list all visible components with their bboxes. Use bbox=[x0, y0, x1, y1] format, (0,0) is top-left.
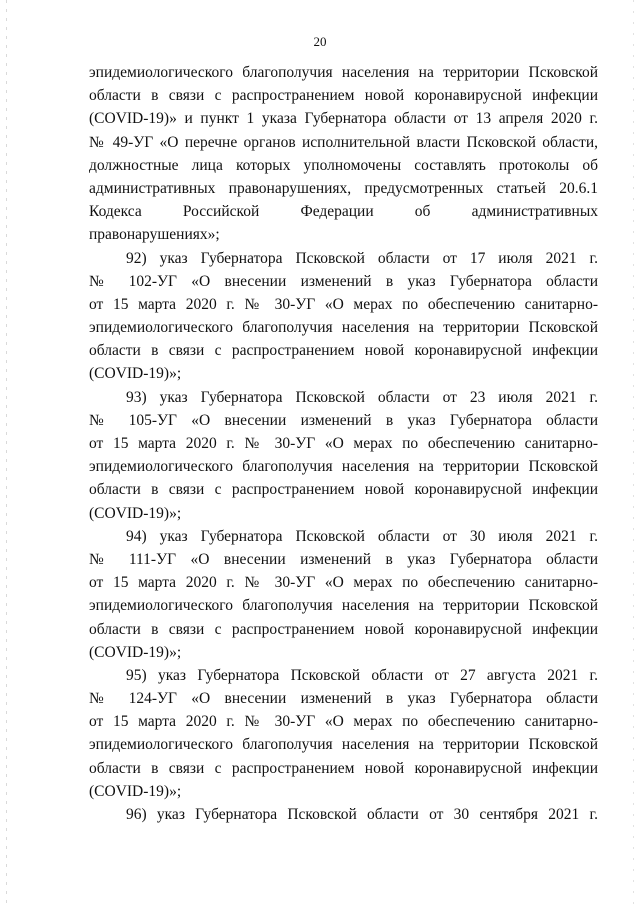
text-line: № 124-УГ «О внесении изменений в указ Губернатора области bbox=[89, 690, 598, 708]
text-line: № 102-УГ «О внесении изменений в указ Губернатора области bbox=[89, 272, 598, 290]
text-line: (COVID-19)»; bbox=[89, 782, 182, 800]
text-line: 95) указ Губернатора Псковской области от 27 августа 2021 г. bbox=[126, 666, 598, 684]
text-line: области в связи с распространением новой коронавирусной инфекции bbox=[89, 759, 598, 777]
text-line: (COVID-19)» и пункт 1 указа Губернатора области от 13 апреля 2020 г. bbox=[89, 110, 598, 128]
text-line: области в связи с распространением новой коронавирусной инфекции bbox=[89, 620, 598, 638]
text-line: (COVID-19)»; bbox=[89, 643, 182, 661]
text-line: административных правонарушениях, предусмотренных статьей 20.6.1 bbox=[89, 179, 598, 197]
text-line: № 111-УГ «О внесении изменений в указ Губернатора области bbox=[89, 550, 598, 568]
document-body bbox=[89, 61, 598, 826]
text-line: (COVID-19)»; bbox=[89, 365, 182, 383]
text-line: эпидемиологического благополучия населения на территории Псковской bbox=[89, 319, 598, 337]
text-line: 92) указ Губернатора Псковской области от 17 июля 2021 г. bbox=[126, 249, 598, 267]
text-line: области в связи с распространением новой коронавирусной инфекции bbox=[89, 342, 598, 360]
text-line: от 15 марта 2020 г. № 30-УГ «О мерах по обеспечению санитарно- bbox=[89, 295, 598, 313]
text-line: эпидемиологического благополучия населения на территории Псковской bbox=[89, 458, 598, 476]
page-number: 20 bbox=[313, 34, 327, 49]
text-line: эпидемиологического благополучия населения на территории Псковской bbox=[89, 597, 598, 615]
text-line: области в связи с распространением новой коронавирусной инфекции bbox=[89, 87, 598, 105]
text-line: (COVID-19)»; bbox=[89, 504, 182, 522]
text-line: от 15 марта 2020 г. № 30-УГ «О мерах по обеспечению санитарно- bbox=[89, 574, 598, 592]
text-line: должностные лица которых уполномочены составлять протоколы об bbox=[89, 156, 598, 174]
text-line: № 49-УГ «О перечне органов исполнительной власти Псковской области, bbox=[89, 133, 598, 151]
text-line: правонарушениях»; bbox=[89, 226, 220, 244]
text-line: от 15 марта 2020 г. № 30-УГ «О мерах по обеспечению санитарно- bbox=[89, 713, 598, 731]
text-line: № 105-УГ «О внесении изменений в указ Губернатора области bbox=[89, 411, 598, 429]
text-line: области в связи с распространением новой коронавирусной инфекции bbox=[89, 481, 598, 499]
text-line: 94) указ Губернатора Псковской области от 30 июля 2021 г. bbox=[126, 527, 598, 545]
text-line: 93) указ Губернатора Псковской области от 23 июля 2021 г. bbox=[126, 388, 598, 406]
text-line: от 15 марта 2020 г. № 30-УГ «О мерах по обеспечению санитарно- bbox=[89, 435, 598, 452]
text-line: эпидемиологического благополучия населения на территории Псковской bbox=[89, 64, 598, 81]
text-line: 96) указ Губернатора Псковской области от 30 сентября 2021 г. bbox=[126, 806, 598, 823]
text-line: эпидемиологического благополучия населения на территории Псковской bbox=[89, 736, 598, 754]
text-line: Кодекса Российской Федерации об административных bbox=[89, 203, 598, 221]
